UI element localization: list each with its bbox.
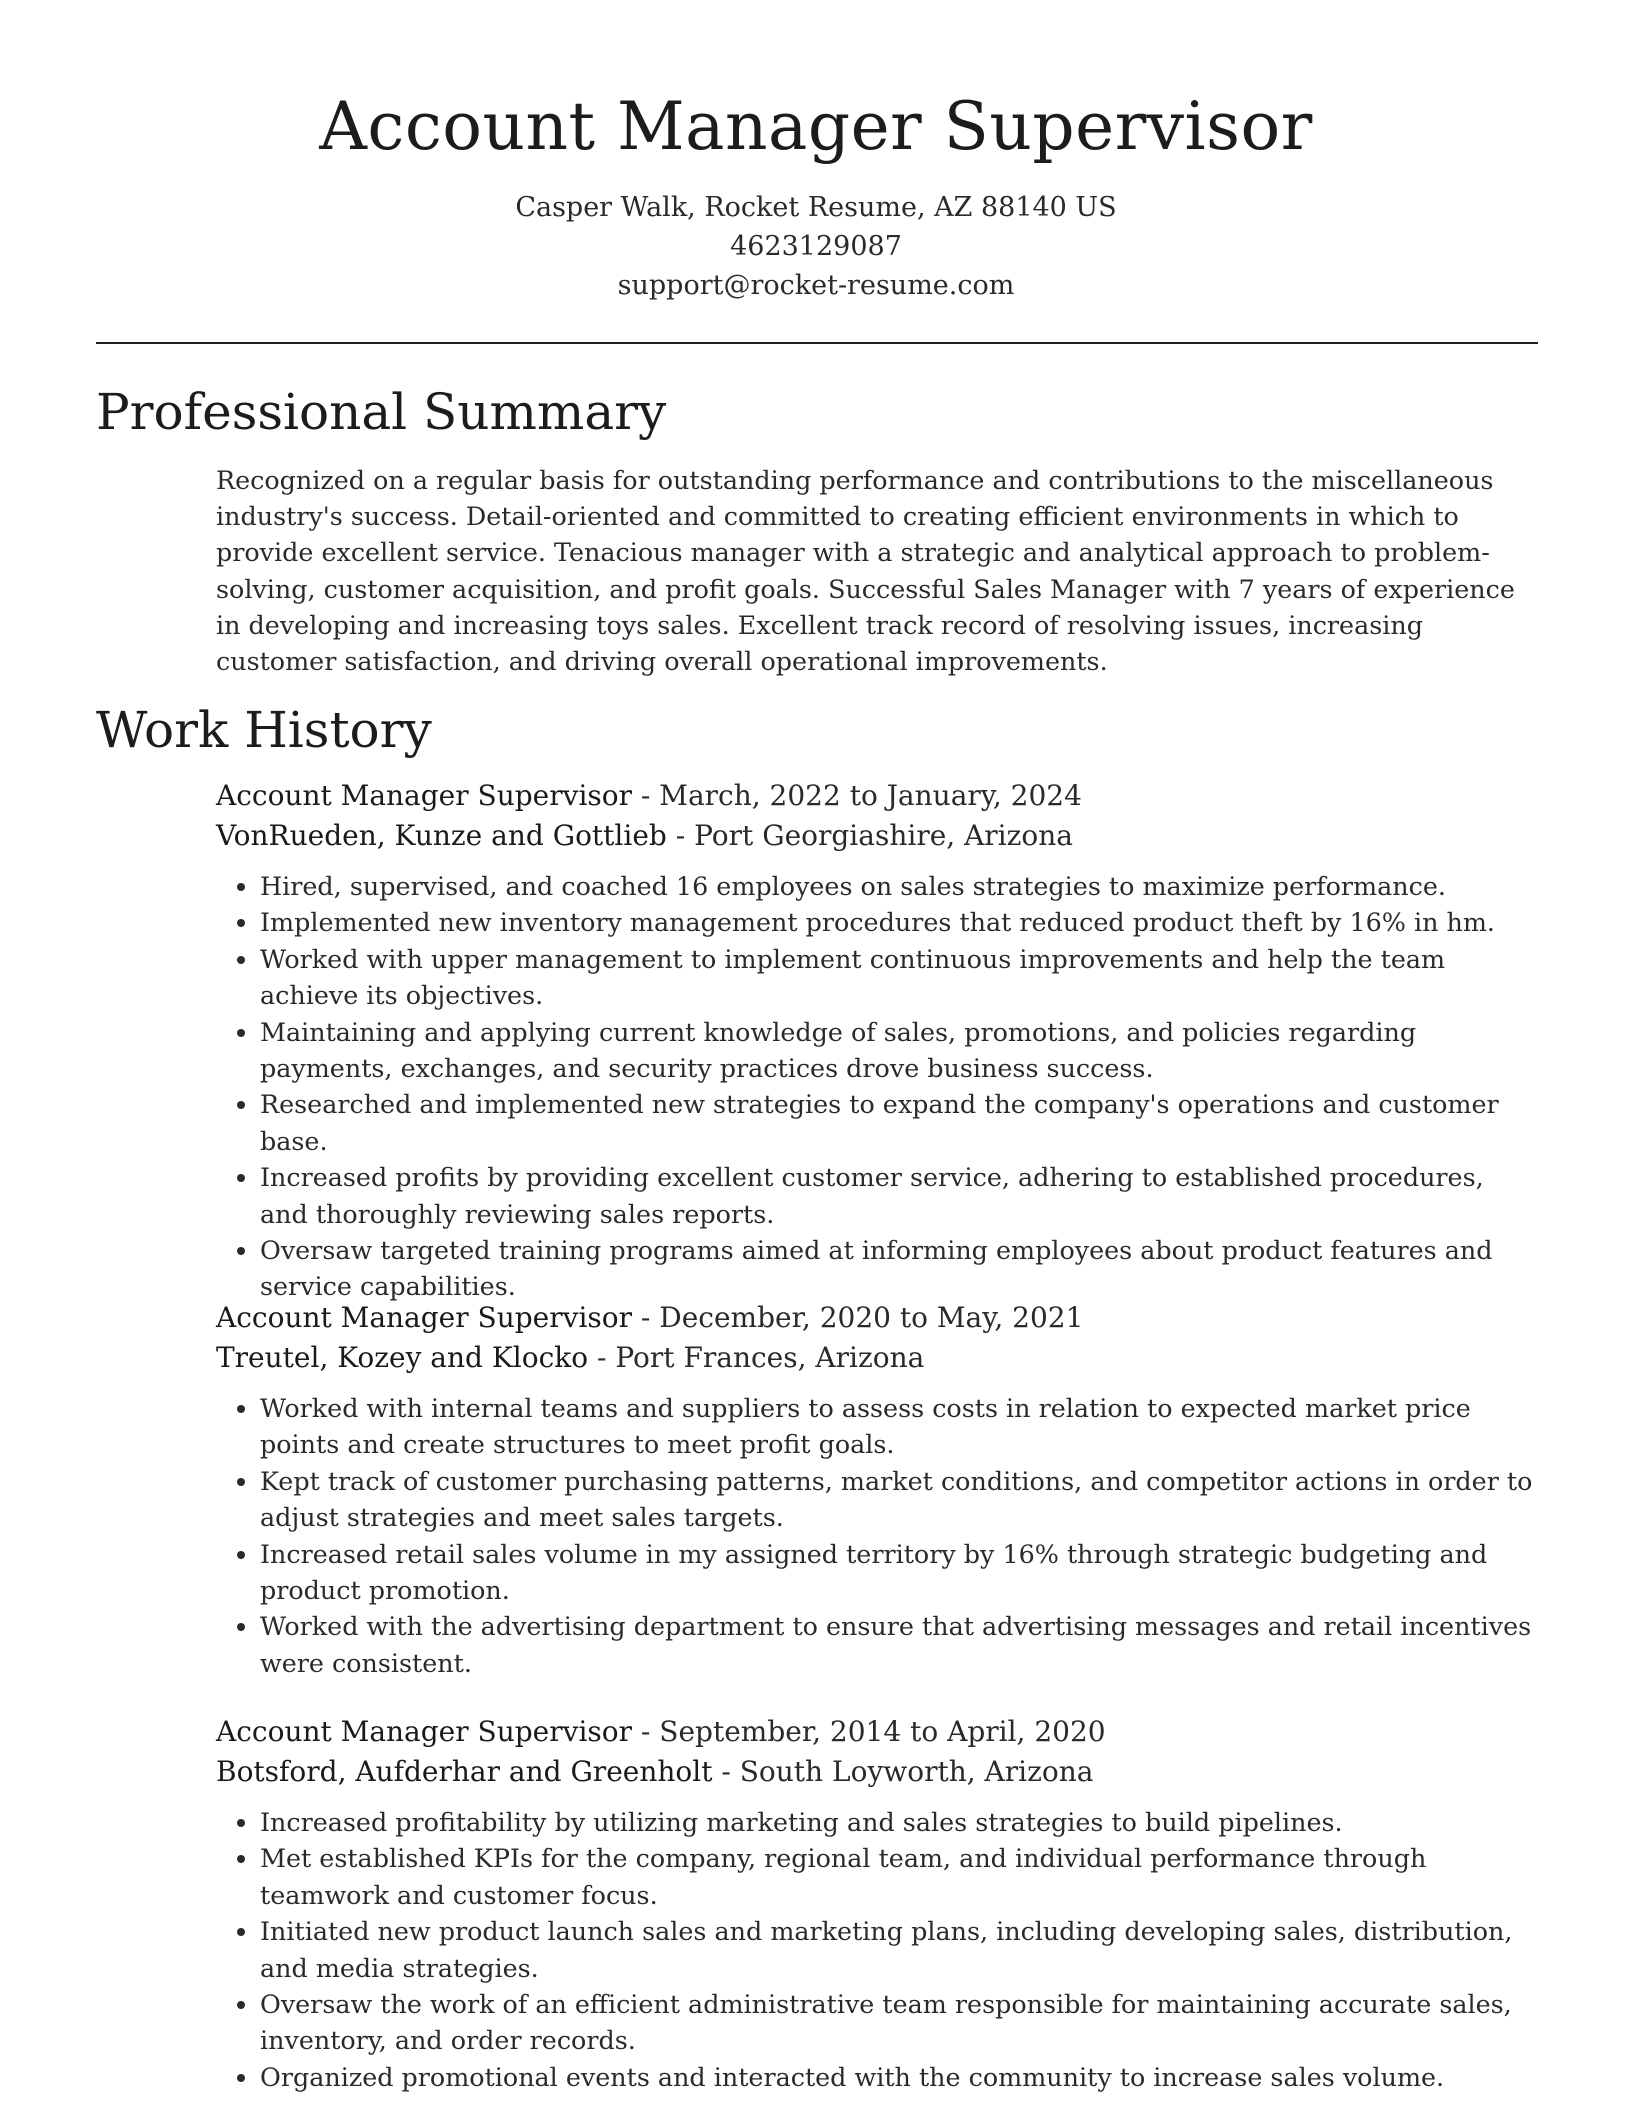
candidate-name: Account Manager Supervisor — [319, 88, 1313, 165]
job-bullets — [216, 1804, 1538, 2095]
job-entry — [216, 1712, 1538, 2095]
job-location: - South Loyworth, Arizona — [712, 1755, 1094, 1788]
job-location: - Port Frances, Arizona — [588, 1341, 925, 1374]
job-title: Account Manager Supervisor — [216, 1301, 633, 1334]
summary-text: Recognized on a regular basis for outstanding performance and contributions to the miscellaneous industry's success. Detail-oriented and committed to creating efficient environments in which to provide excellent service. Tenacious manager with a strategic and analytical approach to problem-solving, customer acquisition, and profit goals. Successful Sales Manager with 7 years of experience in developing and increasing toys sales. Excellent track record of resolving issues, increasing customer satisfaction, and driving overall operational improvements. — [216, 465, 1515, 677]
work-history-heading: Work History — [96, 701, 432, 759]
job-dates: - December, 2020 to May, 2021 — [632, 1301, 1084, 1334]
job-bullet: • Researched and implemented new strategies to expand the company's operations and customer base. — [260, 1086, 1538, 1159]
job-bullet: • Met established KPIs for the company, regional team, and individual performance through teamwork and customer focus. — [260, 1840, 1538, 1913]
job-bullet: • Implemented new inventory management procedures that reduced product theft by 16% in hm. — [260, 904, 1538, 940]
job-bullet: • Worked with the advertising department to ensure that advertising messages and retail incentives were consistent. — [260, 1608, 1538, 1681]
contact-email: support@rocket-resume.com — [617, 270, 1015, 301]
job-title-line — [216, 1298, 1538, 1338]
job-company-line — [216, 816, 1538, 856]
job-bullet: • Organized promotional events and interacted with the community to increase sales volume. — [260, 2059, 1538, 2095]
job-location: - Port Georgiashire, Arizona — [666, 819, 1073, 852]
job-bullet: • Oversaw the work of an efficient administrative team responsible for maintaining accurate sales, inventory, and order records. — [260, 1986, 1538, 2059]
job-company: VonRueden, Kunze and Gottlieb — [216, 819, 667, 852]
job-company-line — [216, 1752, 1538, 1792]
job-dates: - September, 2014 to April, 2020 — [632, 1715, 1106, 1748]
job-bullet: • Initiated new product launch sales and marketing plans, including developing sales, distribution, and media strategies. — [260, 1913, 1538, 1986]
job-title: Account Manager Supervisor — [216, 779, 633, 812]
job-bullet: • Increased profitability by utilizing marketing and sales strategies to build pipelines. — [260, 1804, 1538, 1840]
job-company: Treutel, Kozey and Klocko — [216, 1341, 589, 1374]
job-company: Botsford, Aufderhar and Greenholt — [216, 1755, 713, 1788]
job-title-line — [216, 776, 1538, 816]
job-title-line — [216, 1712, 1538, 1752]
contact-address: Casper Walk, Rocket Resume, AZ 88140 US — [515, 192, 1117, 223]
header-divider — [96, 342, 1538, 344]
job-entry — [216, 776, 1538, 1305]
job-bullets — [216, 1390, 1538, 1681]
job-bullets — [216, 868, 1538, 1305]
job-bullet: • Worked with internal teams and suppliers to assess costs in relation to expected market price points and create structures to meet profit goals. — [260, 1390, 1538, 1463]
job-bullet: • Kept track of customer purchasing patterns, market conditions, and competitor actions in order to adjust strategies and meet sales targets. — [260, 1463, 1538, 1536]
summary-heading: Professional Summary — [96, 383, 667, 441]
job-company-line — [216, 1338, 1538, 1378]
contact-phone: 4623129087 — [730, 231, 902, 262]
job-bullet: • Worked with upper management to implement continuous improvements and help the team achieve its objectives. — [260, 941, 1538, 1014]
job-dates: - March, 2022 to January, 2024 — [632, 779, 1082, 812]
job-bullet: • Increased retail sales volume in my assigned territory by 16% through strategic budgeting and product promotion. — [260, 1536, 1538, 1609]
job-bullet: • Increased profits by providing excellent customer service, adhering to established procedures, and thoroughly reviewing sales reports. — [260, 1159, 1538, 1232]
resume-header — [0, 0, 1632, 305]
job-bullet: • Oversaw targeted training programs aimed at informing employees about product features and service capabilities. — [260, 1232, 1538, 1305]
job-bullet: • Maintaining and applying current knowledge of sales, promotions, and policies regarding payments, exchanges, and security practices drove business success. — [260, 1014, 1538, 1087]
contact-info — [0, 188, 1632, 305]
job-bullet: • Hired, supervised, and coached 16 employees on sales strategies to maximize performance. — [260, 868, 1538, 904]
job-title: Account Manager Supervisor — [216, 1715, 633, 1748]
job-entry — [216, 1298, 1538, 1681]
